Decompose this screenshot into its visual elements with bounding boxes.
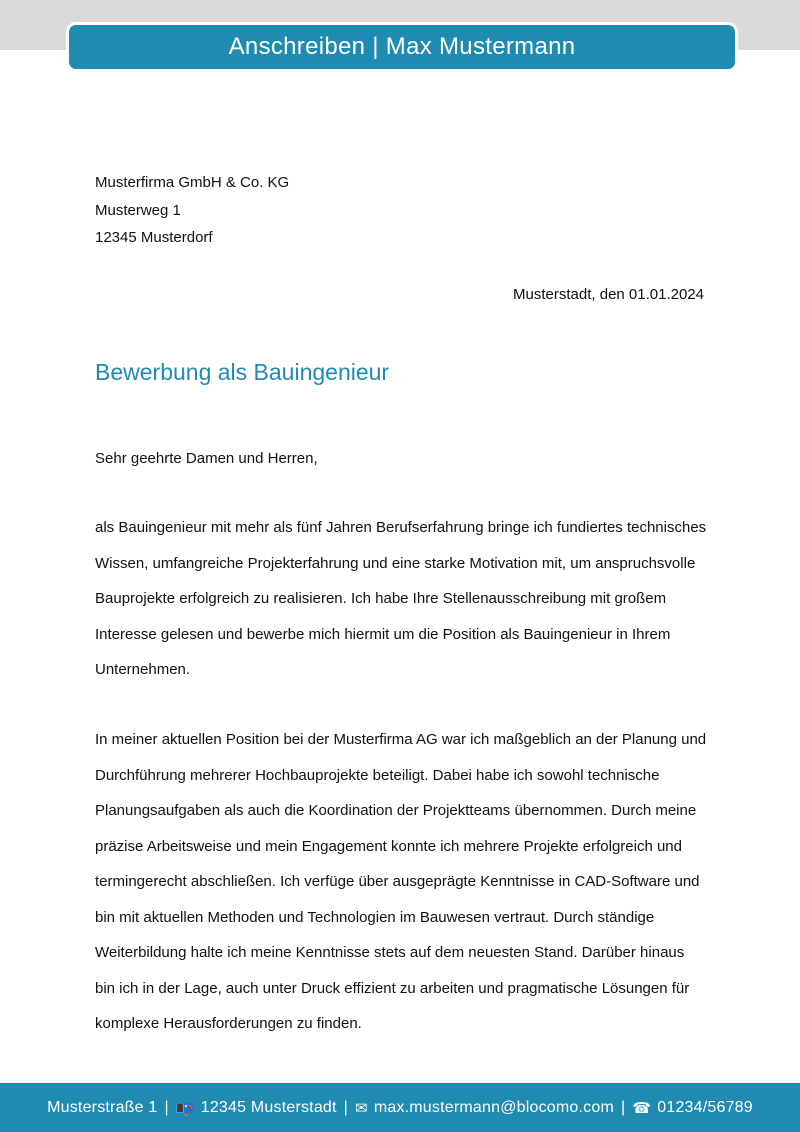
footer-separator: | [164,1098,169,1116]
footer-city: 12345 Musterstadt [200,1098,337,1116]
recipient-company: Musterfirma GmbH & Co. KG [95,174,290,191]
body-paragraph: In meiner aktuellen Position bei der Musterfirma AG war ich maßgeblich an der Planung und Durchführung mehrerer Hochbauprojekte beteiligt. Dabei habe ich sowohl technische Planungsaufgaben als auch die Koordination der Projektteams übernommen. Durch meine präzise Arbeitsweise und mein Engagement konnte ich mehrere Projekte erfolgreich und termingerecht abschließen. Ich verfüge über ausgeprägte Kenntnisse in CAD-Software und bin mit aktuellen Methoden und Technologien im Bauwesen vertraut. Durch ständige Weiterbildung halte ich meine Kenntnisse stets auf dem neuesten Stand. Darüber hinaus bin ich in der Lage, auch unter Druck effizient zu arbeiten und pragmatische Lösungen für komplexe Herausforderungen zu finden. [95,731,707,1032]
footer-street: Musterstraße 1 [47,1098,158,1116]
subject-heading: Bewerbung als Bauingenieur [95,359,390,385]
recipient-city: 12345 Musterdorf [95,229,213,246]
mailbox-icon: 📭 [175,1098,195,1117]
footer-contact-bar [0,1083,800,1132]
header-title: Anschreiben | Max Mustermann [228,33,576,60]
footer-phone[interactable]: 01234/56789 [657,1098,753,1116]
envelope-icon: ✉ [355,1098,368,1117]
salutation: Sehr geehrte Damen und Herren, [95,450,318,467]
phone-icon: ☎ [632,1098,652,1117]
footer-separator: | [621,1098,626,1116]
recipient-address [95,169,289,252]
recipient-street: Musterweg 1 [95,201,181,219]
body-paragraph: als Bauingenieur mit mehr als fünf Jahren Berufserfahrung bringe ich fundiertes technisches Wissen, umfangreiche Projekterfahrung und eine starke Motivation mit, um anspruchsvolle Bauprojekte erfolgreich zu realisieren. Ich habe Ihre Stellenausschreibung mit großem Interesse gelesen und bewerbe mich hiermit um die Position als Bauingenieur in Ihrem Unternehmen. [95,519,707,678]
footer-separator: | [343,1098,349,1116]
header-bar [66,22,738,72]
date-line: Musterstadt, den 01.01.2024 [513,286,704,303]
footer-email[interactable]: max.mustermann@blocomo.com [373,1098,614,1116]
